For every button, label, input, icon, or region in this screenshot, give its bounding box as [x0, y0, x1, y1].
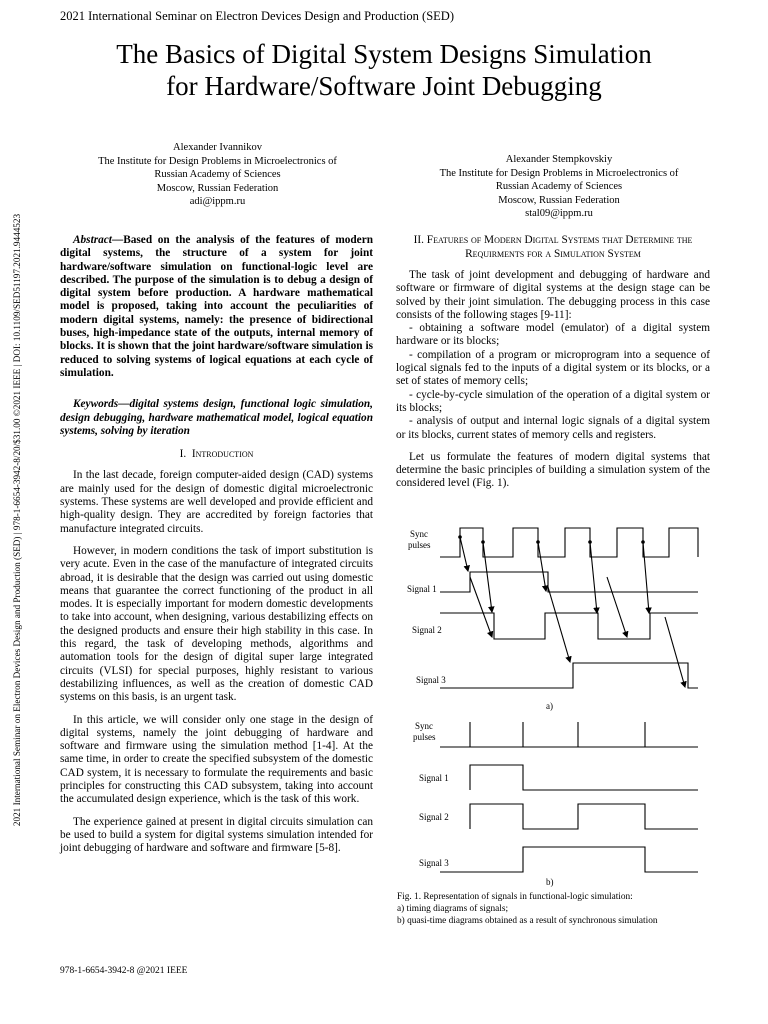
label-sync-a: Sync	[410, 529, 428, 539]
paragraph: In this article, we will consider only one stage in the design of digital systems, namely the joint debugging of hardware and software and firmware using the simulation method [1-4]. At the same time, in order to create the specified subsystem of the domestic CAD system, it is necessary to formulate the requirements and basic principles for constructing this CAD subsystem, taking into account the accumulated design experience, which is the task of this work.	[60, 713, 373, 806]
section-number: I.	[179, 448, 187, 461]
author-name: Alexander Stempkovskiy	[505, 154, 613, 165]
keywords-text: —digital systems design, functional logic simulation, design debugging, hardware mathematical model, logical equation systems, solving by iteration	[60, 398, 373, 437]
running-header: 2021 International Seminar on Electron Devices Design and Production (SED)	[60, 9, 455, 23]
waveform-signal1-a	[440, 572, 698, 592]
abstract	[60, 234, 373, 380]
paper-title	[40, 38, 728, 102]
author-email: adi@ippm.ru	[189, 196, 246, 207]
caption-line: a) timing diagrams of signals;	[397, 904, 509, 915]
title-line-2: for Hardware/Software Joint Debugging	[166, 71, 602, 101]
list-item: - compilation of a program or microprogram into a sequence of logical signals fed to the inputs of a digital system or its blocks, or a set of states of memory cells;	[396, 348, 710, 388]
waveform-signal2-b	[470, 804, 698, 829]
section-heading-1	[60, 448, 373, 461]
paragraph: However, in modern conditions the task of import substitution is very acute. Even in the case of the manufacture of integrated circuits abroad, it is desirable that the design was carried out using domestic means that guarantee the correct functioning of the product in all modes. It is especially important for modern domestic developments to take into account, when designing, various destabilizing effects on the designed products and ensure their high stability in this case. In this regard, the task of developing methods, algorithms and automation tools for the design of digital super large integrated circuits (VLSI) for special purposes, highly resistant to various destabilizing influences, as well as the creation of domestic CAD systems on this basis, is an urgent task.	[60, 544, 373, 704]
caption-line: b) quasi-time diagrams obtained as a result of synchronous simulation	[397, 916, 658, 927]
left-column	[60, 234, 373, 855]
abstract-label: Abstract	[73, 234, 112, 246]
page-footer: 978-1-6654-3942-8 @2021 IEEE	[60, 966, 188, 976]
label-signal2-b: Signal 2	[419, 812, 449, 822]
label-pulses-b: pulses	[413, 732, 436, 742]
author-city: Moscow, Russian Federation	[498, 194, 620, 206]
paragraph: The task of joint development and debugging of hardware and software or firmware of digital systems at the design stage can be solved by their joint simulation. The debugging process in this case consists of the following stages [9-11]:	[396, 269, 710, 321]
author-block-1	[60, 141, 375, 209]
subfigure-a-label: a)	[546, 701, 553, 711]
waveform-signal3-b	[440, 847, 698, 872]
waveform-signal1-b	[470, 765, 698, 790]
abstract-text: —Based on the analysis of the features of modern digital systems, the structure of a system for joint hardware/software simulation on functional-logic level are described. The purpose of the simulation is to debug a design of digital system before production. A hardware mathematical model is proposed, taking into account the peculiarities of modern digital systems, namely: the presence of bidirectional buses, high-impedance state of the outputs, internal memory of blocks. It is shown that the joint hardware/software simulation is reduced to solving systems of logical equations at each cycle of simulation.	[60, 234, 373, 379]
author-city: Moscow, Russian Federation	[156, 182, 279, 194]
keywords	[60, 398, 373, 438]
author-block-2	[400, 153, 718, 221]
figure-caption	[397, 891, 658, 928]
label-signal2-a: Signal 2	[412, 625, 442, 635]
list-item: - cycle-by-cycle simulation of the operation of a digital system or its blocks;	[396, 388, 710, 414]
label-signal3-b: Signal 3	[419, 858, 449, 868]
paragraph: In the last decade, foreign computer-aided design (CAD) systems are mainly used for the design of domestic digital microelectronic systems. These systems are well developed and provide efficient and high-quality design. They are accredited by foreign factories that manufacture integrated circuits.	[60, 469, 373, 535]
waveform-sync-a	[440, 528, 698, 557]
waveform-signal2-a	[440, 613, 698, 639]
waveform-sync-b	[440, 722, 698, 747]
label-signal3-a: Signal 3	[416, 675, 446, 685]
author-email: stal09@ippm.ru	[525, 208, 593, 219]
title-line-1: The Basics of Digital System Designs Simulation	[116, 39, 652, 69]
paragraph: Let us formulate the features of modern digital systems that determine the basic principles of building a simulation system of the considered level (Fig. 1).	[396, 450, 710, 490]
section-heading-2	[396, 234, 710, 261]
label-pulses-a: pulses	[408, 540, 431, 550]
author-name: Alexander Ivannikov	[173, 142, 262, 153]
list-item: - analysis of output and internal logic signals of a digital system or its blocks, current states of memory cells and registers.	[396, 415, 710, 441]
author-affiliation: Russian Academy of Sciences	[495, 181, 623, 192]
subfigure-b-label: b)	[546, 877, 554, 887]
list-item: - obtaining a software model (emulator) of a digital system hardware or its blocks;	[396, 322, 710, 348]
label-sync-b: Sync	[415, 721, 433, 731]
waveform-signal3-a	[440, 663, 698, 688]
doi-sidebar: 2021 International Seminar on Electron Devices Design and Production (SED) | 978-1-6654-3942-8/20/$31.00 ©2021 IEEE | DOI: 10.1109/SED51197.2021.9444523	[12, 213, 22, 827]
author-affiliation: Russian Academy of Sciences	[154, 169, 281, 180]
section-number: II.	[413, 234, 424, 246]
right-column	[396, 234, 710, 491]
label-signal1-a: Signal 1	[407, 584, 437, 594]
label-signal1-b: Signal 1	[419, 773, 449, 783]
keywords-label: Keywords	[73, 398, 119, 411]
figure-1-timing-diagram	[395, 517, 715, 889]
caption-line: Fig. 1. Representation of signals in functional-logic simulation:	[397, 892, 633, 902]
section-title: Features of Modern Digital Systems that Determine the Requirments for a Simulation System	[426, 234, 693, 260]
paragraph: The experience gained at present in digital circuits simulation can be used to build a system for digital systems simulation intended for joint debugging of hardware and software and firmware [5-8].	[60, 815, 373, 855]
author-affiliation: The Institute for Design Problems in Microelectronics of	[439, 167, 679, 179]
section-title: Introduction	[191, 448, 254, 461]
author-affiliation: The Institute for Design Problems in Microelectronics of	[98, 155, 337, 167]
